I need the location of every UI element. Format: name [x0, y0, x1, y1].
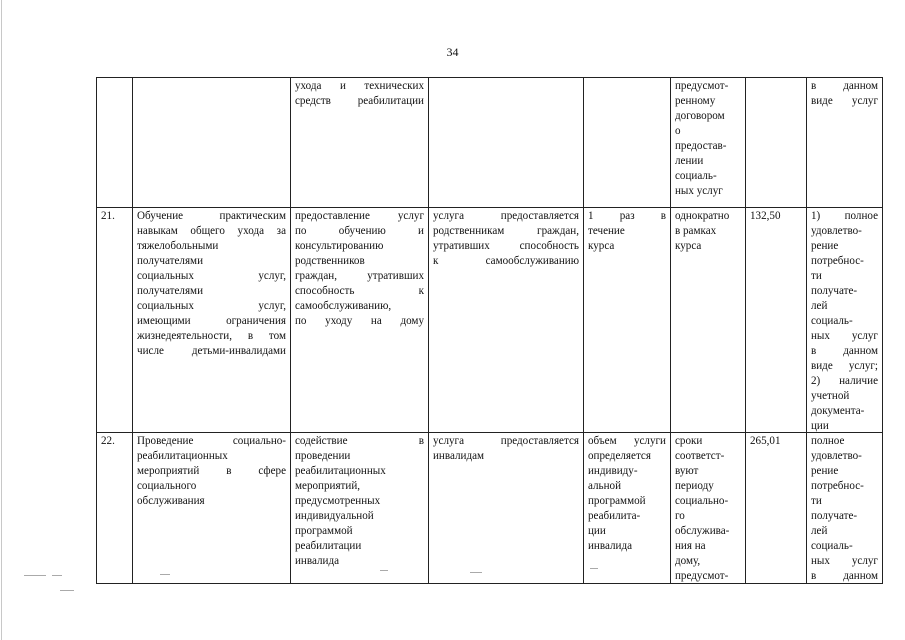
cell-line: удовлетво- — [811, 450, 862, 462]
cell-line: мероприятий в сфере — [137, 465, 286, 477]
cell-line: рение — [811, 240, 839, 252]
number-cell — [101, 209, 128, 224]
quality-cell — [811, 79, 878, 109]
cell-line: о — [675, 125, 681, 137]
cell-line: тяжелобольными — [137, 240, 219, 252]
cell-line: течение — [588, 225, 625, 237]
cell-line: мероприятий, — [295, 480, 361, 492]
cell-line: ных услуг — [811, 330, 878, 342]
cell-line: инвалидам — [433, 450, 485, 462]
term-cell — [675, 434, 741, 584]
scan-speck — [52, 575, 62, 576]
cell-line: 22. — [101, 435, 115, 447]
table-horizontal-rule — [96, 207, 883, 208]
cell-line: социальных услуг, — [137, 270, 286, 282]
page-edge — [1, 0, 2, 640]
cell-line: вуют — [675, 465, 699, 477]
cell-line: по обучению и — [295, 225, 424, 237]
table-vertical-rule — [428, 77, 429, 584]
cell-line: инвалида — [295, 555, 340, 567]
cell-line: услуга предоставляется — [433, 210, 579, 222]
cell-line: реабилитационных — [137, 450, 228, 462]
quality-cell — [811, 434, 878, 584]
scan-speck — [24, 575, 46, 576]
cell-line: предусмот- — [675, 570, 729, 582]
cell-line: альной — [588, 480, 622, 492]
cell-line: ния на — [675, 540, 706, 552]
number-cell — [101, 434, 128, 449]
cell-line: в данном — [811, 345, 878, 357]
cell-line: программой — [295, 525, 353, 537]
table-vertical-rule — [583, 77, 584, 584]
cell-line: соответст- — [675, 450, 725, 462]
cell-line: в данном — [811, 80, 878, 92]
cell-line: социального — [137, 480, 197, 492]
cell-line: 265,01 — [750, 435, 781, 447]
cell-line: курса — [588, 240, 615, 252]
table-vertical-rule — [745, 77, 746, 584]
cell-line: учетной — [811, 390, 850, 402]
cell-line: социальных услуг, — [137, 300, 286, 312]
description-cell — [433, 434, 579, 464]
cell-line: реабилитации — [295, 540, 362, 552]
cell-line: по уходу на дому — [295, 315, 424, 327]
tariff-cell — [750, 434, 802, 449]
cell-line: реабилита- — [588, 510, 641, 522]
cell-line: средств реабилитации — [295, 95, 424, 107]
cell-line: социаль- — [811, 315, 853, 327]
cell-line: предостав- — [675, 140, 727, 152]
cell-line: социаль- — [675, 170, 717, 182]
cell-line: самообслуживанию, — [295, 300, 392, 312]
cell-line: содействие в — [295, 435, 424, 447]
cell-line: услуга предоставляется — [433, 435, 579, 447]
scan-speck — [470, 572, 482, 573]
cell-line: жизнедеятельности, в том — [137, 330, 286, 342]
cell-line: го — [675, 510, 685, 522]
scan-speck — [60, 590, 74, 591]
service-name-cell — [137, 434, 286, 509]
scan-speck — [160, 574, 170, 575]
cell-line: виде услуг — [811, 95, 878, 107]
service-content-cell — [295, 434, 424, 569]
table-horizontal-rule — [96, 77, 883, 78]
cell-line: потребнос- — [811, 255, 864, 267]
cell-line: ции — [588, 525, 606, 537]
cell-line: предоставление услуг — [295, 210, 424, 222]
cell-line: реабилитационных — [295, 465, 386, 477]
cell-line: ти — [811, 495, 822, 507]
scan-speck — [380, 570, 388, 571]
cell-line: курса — [675, 240, 702, 252]
cell-line: к самообслуживанию — [433, 255, 579, 267]
cell-line: индивиду- — [588, 465, 638, 477]
service-content-cell — [295, 209, 424, 329]
cell-line: способность к — [295, 285, 424, 297]
table-vertical-rule — [290, 77, 291, 584]
cell-line: определяется — [588, 450, 651, 462]
cell-line: ных услуг — [811, 555, 878, 567]
scan-speck — [590, 568, 598, 569]
cell-line: получате- — [811, 285, 858, 297]
cell-line: периоду — [675, 480, 714, 492]
cell-line: договором — [675, 110, 725, 122]
cell-line: имеющими ограничения — [137, 315, 286, 327]
cell-line: утративших способность — [433, 240, 579, 252]
cell-line: социаль- — [811, 540, 853, 552]
cell-line: 132,50 — [750, 210, 781, 222]
table-vertical-rule — [882, 77, 883, 584]
volume-cell — [588, 434, 666, 554]
cell-line: лей — [811, 525, 828, 537]
cell-line: получателями — [137, 285, 204, 297]
cell-line: ти — [811, 270, 822, 282]
cell-line: навыкам общего ухода за — [137, 225, 286, 237]
cell-line: предусмотренных — [295, 495, 381, 507]
cell-line: рение — [811, 465, 839, 477]
cell-line: лей — [811, 300, 828, 312]
cell-line: потребнос- — [811, 480, 864, 492]
volume-cell — [588, 209, 666, 254]
service-content-cell — [295, 79, 424, 109]
table-vertical-rule — [670, 77, 671, 584]
cell-line: полное — [811, 435, 845, 447]
cell-line: сроки — [675, 435, 703, 447]
cell-line: программой — [588, 495, 646, 507]
cell-line: родственникам граждан, — [433, 225, 579, 237]
cell-line: Обучение практическим — [137, 210, 286, 222]
cell-line: в рамках — [675, 225, 717, 237]
cell-line: проведении — [295, 450, 351, 462]
table-vertical-rule — [132, 77, 133, 584]
table-horizontal-rule — [96, 432, 883, 433]
cell-line: ухода и технических — [295, 80, 424, 92]
description-cell — [433, 209, 579, 269]
cell-line: 2) наличие — [811, 375, 878, 387]
term-cell — [675, 209, 741, 254]
cell-line: Проведение социально- — [137, 435, 286, 447]
table-horizontal-rule — [96, 583, 883, 584]
cell-line: дому, — [675, 555, 701, 567]
cell-line: 1 раз в — [588, 210, 666, 222]
cell-line: ренному — [675, 95, 716, 107]
cell-line: граждан, утративших — [295, 270, 424, 282]
cell-line: обслуживания — [137, 495, 205, 507]
cell-line: виде услуг; — [811, 360, 878, 372]
tariff-cell — [750, 209, 802, 224]
cell-line: получате- — [811, 510, 858, 522]
cell-line: ных услуг — [675, 185, 723, 197]
cell-line: числе детьми-инвалидами — [137, 345, 286, 357]
cell-line: удовлетво- — [811, 225, 862, 237]
cell-line: документа- — [811, 405, 865, 417]
cell-line: лении — [675, 155, 704, 167]
term-cell — [675, 79, 741, 199]
table-vertical-rule — [96, 77, 97, 584]
cell-line: в данном — [811, 570, 878, 582]
cell-line: консультированию — [295, 240, 384, 252]
cell-line: ции — [811, 420, 829, 432]
table-vertical-rule — [806, 77, 807, 584]
cell-line: родственников — [295, 255, 365, 267]
cell-line: объем услуги — [588, 435, 666, 447]
cell-line: 1) полное — [811, 210, 878, 222]
cell-line: предусмот- — [675, 80, 729, 92]
page-number: 34 — [446, 45, 459, 59]
cell-line: обслужива- — [675, 525, 730, 537]
cell-line: однократно — [675, 210, 730, 222]
quality-cell — [811, 209, 878, 434]
cell-line: социально- — [675, 495, 729, 507]
cell-line: 21. — [101, 210, 115, 222]
cell-line: индивидуальной — [295, 510, 374, 522]
cell-line: получателями — [137, 255, 204, 267]
service-name-cell — [137, 209, 286, 359]
cell-line: инвалида — [588, 540, 633, 552]
